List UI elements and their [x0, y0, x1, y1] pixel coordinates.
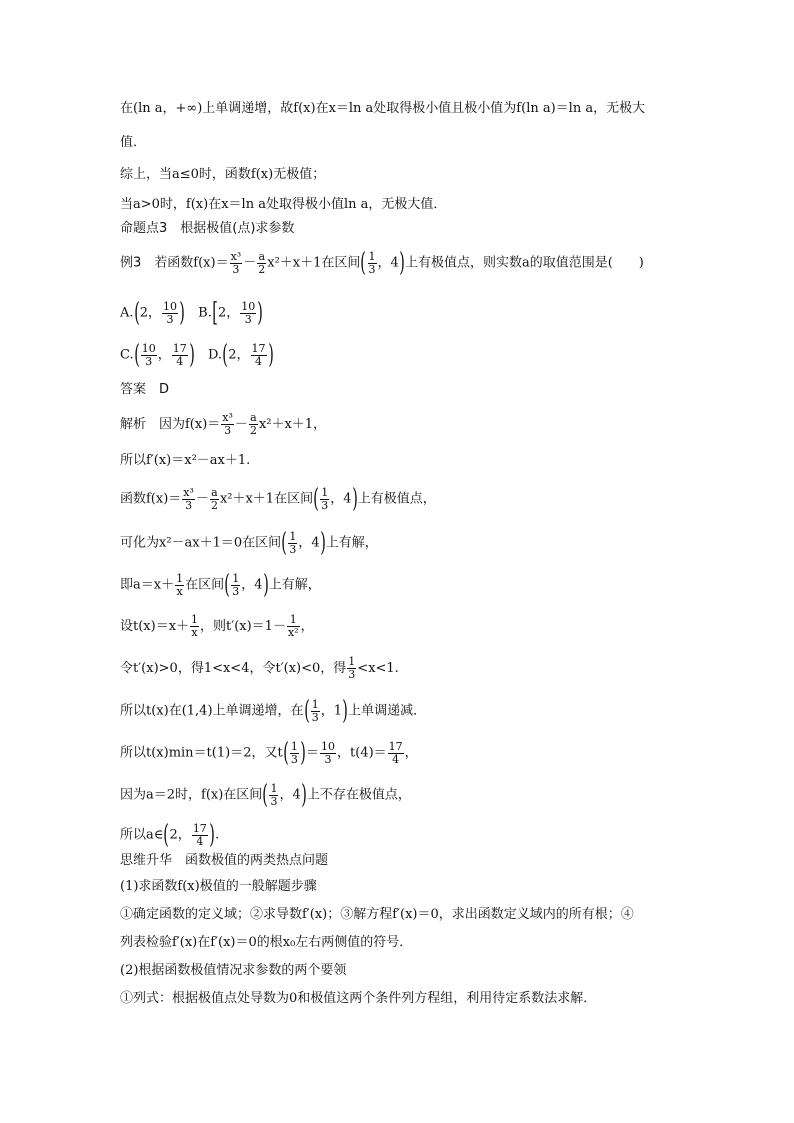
fraction: $\frac{1}{3}$ [368, 249, 376, 276]
text-line: ①列式：根据极值点处导数为0和极值这两个条件列方程组，利用待定系数法求解． [120, 991, 597, 1006]
section-heading: 命题点3 根据极值(点)求参数 [120, 221, 295, 236]
text-line: 值． [120, 135, 147, 150]
solution-line: 函数f(x)＝ $\frac{\text{x³}}{3}$ － $\frac{a}{2}$ x²＋x＋1在区间( $\frac{1}{3}$ ，4)上有极值点， [120, 484, 436, 514]
text-line: 综上，当a≤0时，函数f(x)无极值； [120, 167, 326, 182]
text-line: 在(ln a，+∞)上单调递增，故f(x)在x＝ln a处取得极小值且极小值为f(ln a)＝ln a，无极大 [120, 101, 646, 116]
text-line: (2)根据函数极值情况求参数的两个要领 [120, 963, 347, 978]
solution-line: 因为a＝2时，f(x)在区间( $\frac{1}{3}$ ，4)上不存在极值点， [120, 780, 411, 810]
text-line: ①确定函数的定义域；②求导数f′(x)；③解方程f′(x)＝0，求出函数定义域内的所有根；④ [120, 907, 634, 922]
text-line: (1)求函数f(x)极值的一般解题步骤 [120, 879, 317, 894]
solution-line: 令t′(x)>0，得1<x<4，令t′(x)<0，得 $\frac{1}{3}$ <x<1. [120, 655, 399, 681]
fraction: $\frac{a}{2}$ [258, 249, 266, 276]
solution-line: 即a＝x＋ $\frac{1}{x}$ 在区间( $\frac{1}{3}$ ，4)上有解， [120, 570, 321, 600]
solution-line: 所以f′(x)＝x²－ax＋1. [120, 453, 251, 468]
solution-line: 可化为x²－ax＋1＝0在区间( $\frac{1}{3}$ ，4)上有解， [120, 528, 378, 558]
solution-line: 解析 因为f(x)＝ $\frac{\text{x³}}{3}$ － $\frac{a}{2}$ x²＋x＋1， [120, 411, 327, 437]
text-line: 当a>0时，f(x)在x＝ln a处取得极小值ln a，无极大值． [120, 197, 447, 212]
options-ab: A.(2， $\frac{10}{3}$ ) B.[2， $\frac{10}{3}$ ) [120, 298, 264, 328]
solution-line: 所以t(x)min＝t(1)＝2，又t( $\frac{1}{3}$ )＝ $\frac{10}{3}$ ，t(4)＝ $\frac{17}{4}$ ， [120, 738, 418, 768]
text-line: 列表检验f′(x)在f′(x)＝0的根x₀左右两侧值的符号． [120, 935, 413, 950]
answer: 答案 D [120, 382, 170, 397]
summary-title: 思维升华 函数极值的两类热点问题 [120, 853, 329, 868]
example-stem: 例3 若函数f(x)＝ $\frac{\text{x³}}{3}$ － $\frac{a}{2}$ x²＋x＋1在区间( $\frac{1}{3}$ ，4)上有极值点，则实数a的取值范围是( ) [120, 248, 644, 278]
solution-line: 所以a∈(2， $\frac{17}{4}$ ). [120, 820, 220, 850]
solution-line: 所以t(x)在(1,4)上单调递增，在( $\frac{1}{3}$ ，1)上单调递减． [120, 696, 427, 726]
fraction: $\frac{\text{x³}}{3}$ [230, 249, 242, 276]
options-cd: C.( $\frac{10}{3}$ ， $\frac{17}{4}$ ) D.(2， $\frac{17}{4}$ ) [120, 340, 274, 370]
solution-line: 设t(x)＝x＋ $\frac{1}{x}$ ，则t′(x)＝1－ $\frac{1}{\text{x²}}$ ， [120, 613, 314, 639]
